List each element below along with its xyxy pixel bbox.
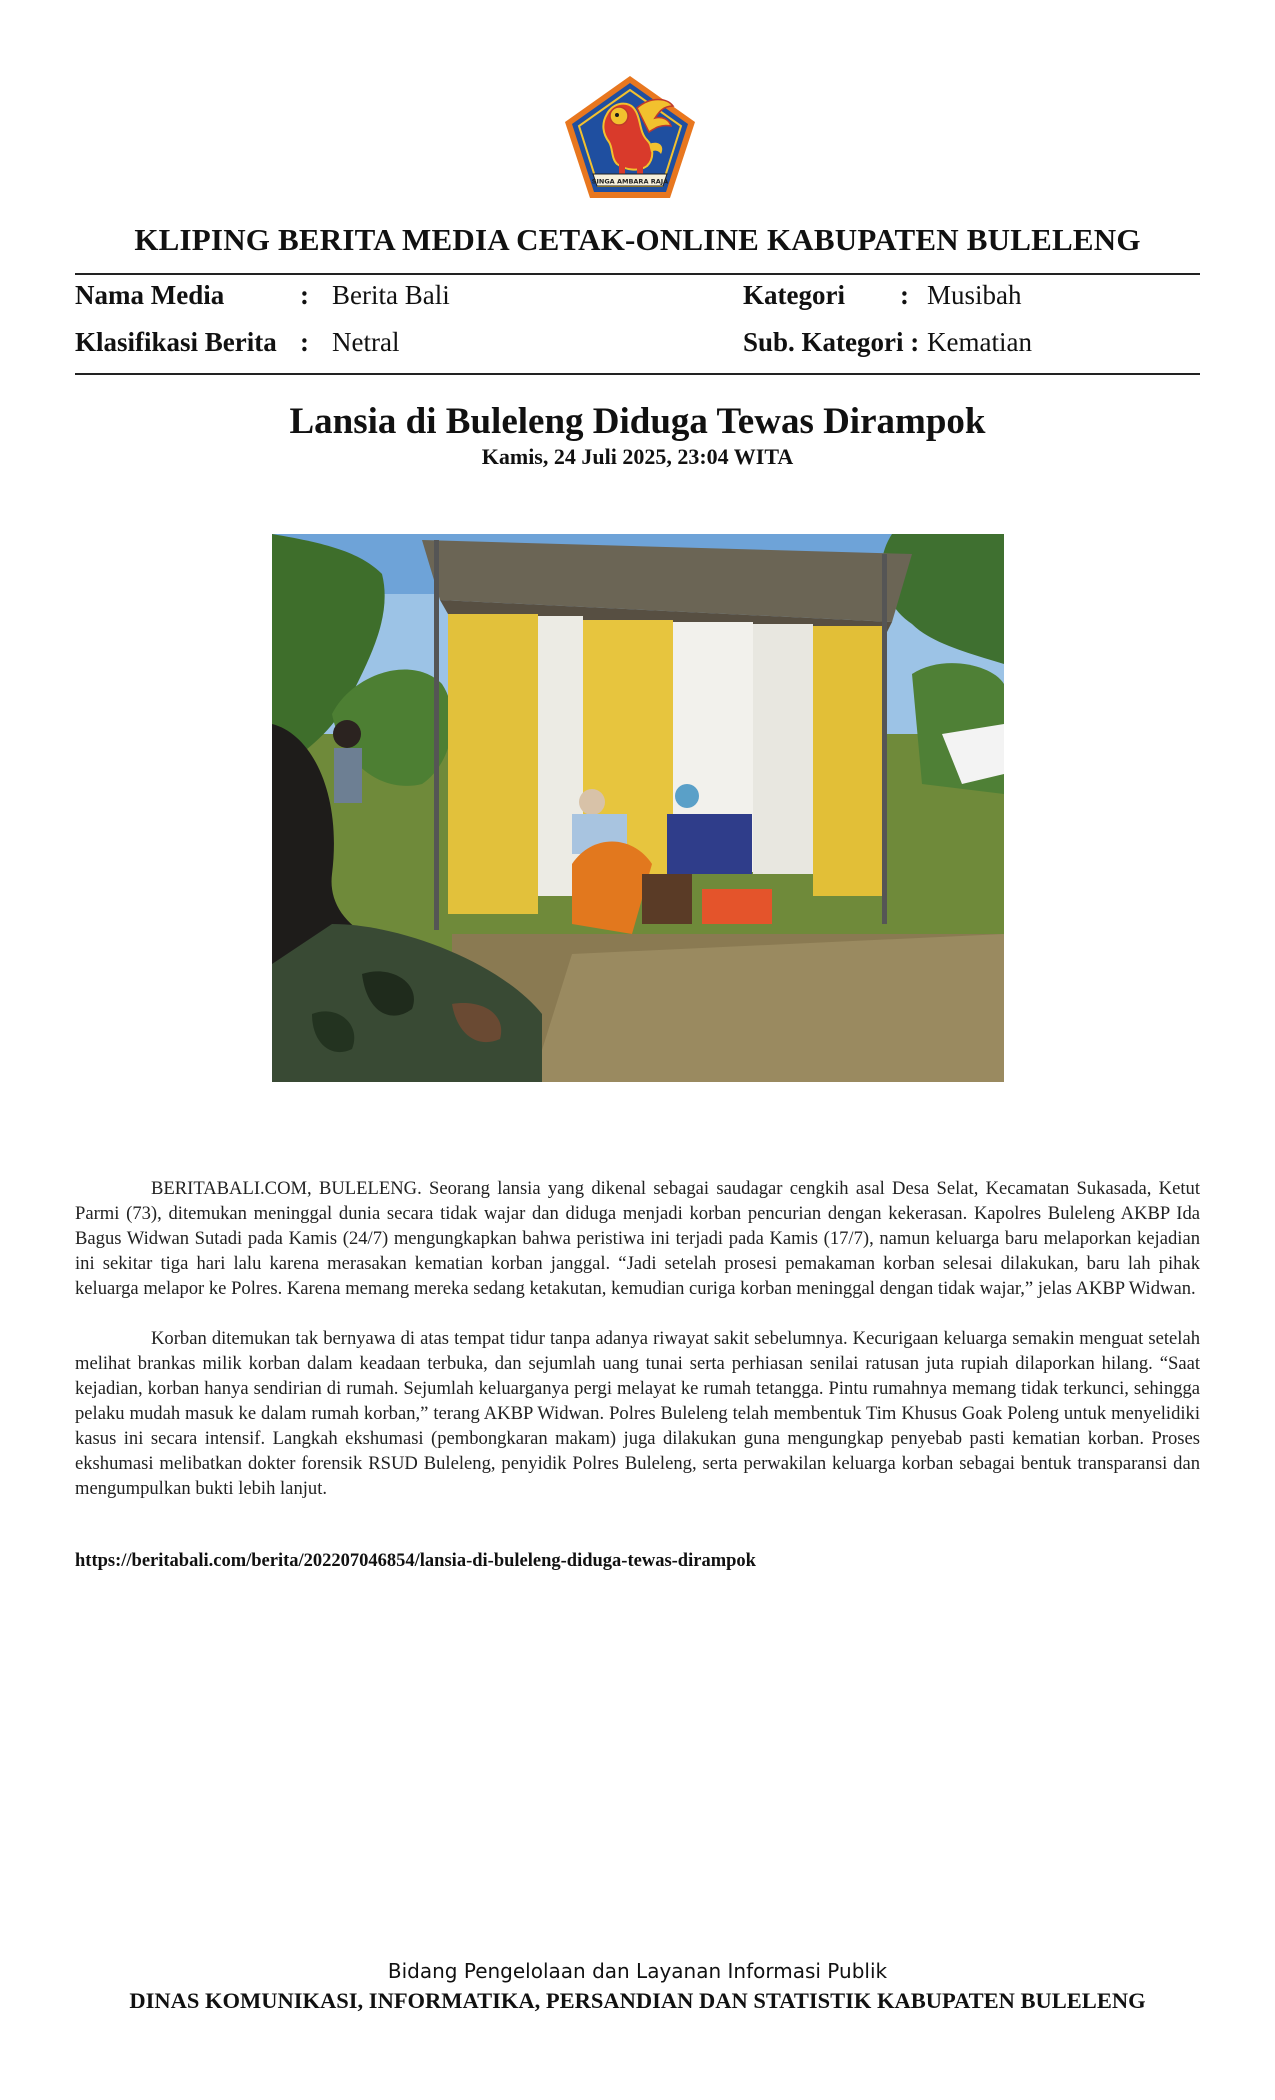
footer-division: Bidang Pengelolaan dan Layanan Informasi Publik <box>387 1959 888 1983</box>
article-date: Kamis, 24 Juli 2025, 23:04 WITA <box>481 444 794 469</box>
buleleng-crest-logo-icon <box>563 74 697 201</box>
article-paragraph-1: BERITABALI.COM, BULELENG. Seorang lansia yang dikenal sebagai saudagar cengkih asal Desa Selat, Kecamatan Sukasada, Ketut Parmi (73), ditemukan meninggal dunia secara tidak wajar dan diduga menjadi korban pencurian dengan kekerasan. Kapolres Buleleng AKBP Ida Bagus Widwan Sutadi pada Kamis (24/7) mengungkapkan bahwa peristiwa ini terjadi pada Kamis (17/7), namun keluarga baru melaporkan kejadian ini sekitar tiga hari lalu karena merasakan kematian korban janggal. “Jadi setelah prosesi pemakaman korban selesai dilakukan, baru lah pihak keluarga melapor ke Polres. Karena memang mereka sedang ketakutan, kemudian curiga korban meninggal dengan tidak wajar,” jelas AKBP Widwan. <box>75 1178 1200 1299</box>
header-divider-bottom <box>75 373 1200 375</box>
article-photo <box>272 534 1004 1082</box>
media-label: Nama Media <box>75 280 225 310</box>
kategori-value: Musibah <box>927 280 1022 310</box>
header-divider-top <box>75 273 1200 275</box>
klasifikasi-value: Netral <box>332 327 400 357</box>
sub-kategori-value: Kematian <box>927 327 1032 357</box>
kategori-label: Kategori <box>743 280 845 310</box>
footer-agency: DINAS KOMUNIKASI, INFORMATIKA, PERSANDIAN DAN STATISTIK KABUPATEN BULELENG <box>129 1988 1146 2013</box>
media-value: Berita Bali <box>332 280 450 310</box>
kategori-colon: : <box>900 280 909 310</box>
meta-row-2 <box>75 327 1200 367</box>
logo-motto: SINGA AMBARA RAJA <box>591 177 669 186</box>
source-url-link[interactable]: https://beritabali.com/berita/202207046854/lansia-di-buleleng-diduga-tewas-dirampok <box>75 1551 756 1571</box>
sub-kategori-label: Sub. Kategori : <box>743 327 920 357</box>
media-colon: : <box>300 280 309 310</box>
klasifikasi-colon: : <box>300 327 309 357</box>
article-title: Lansia di Buleleng Diduga Tewas Dirampok <box>289 401 986 442</box>
meta-row-1 <box>75 280 1200 320</box>
klasifikasi-label: Klasifikasi Berita <box>75 327 277 357</box>
article-paragraph-2: Korban ditemukan tak bernyawa di atas tempat tidur tanpa adanya riwayat sakit sebelumnya. Kecurigaan keluarga semakin menguat setelah melihat brankas milik korban dalam keadaan terbuka, dan sejumlah uang tunai serta perhiasan senilai ratusan juta rupiah dilaporkan hilang. “Saat kejadian, korban hanya sendirian di rumah. Sejumlah keluarganya pergi melayat ke rumah tetangga. Pintu rumahnya memang tidak terkunci, sehingga pelaku mudah masuk ke dalam rumah korban,” terang AKBP Widwan. Polres Buleleng telah membentuk Tim Khusus Goak Poleng untuk menyelidiki kasus ini secara intensif. Langkah ekshumasi (pembongkaran makam) juga dilakukan guna mengungkap penyebab pasti kematian korban. Proses ekshumasi melibatkan dokter forensik RSUD Buleleng, penyidik Polres Buleleng, serta perwakilan keluarga korban sebagai bentuk transparansi dan mengumpulkan bukti lebih lanjut. <box>75 1328 1200 1499</box>
document-title: KLIPING BERITA MEDIA CETAK-ONLINE KABUPATEN BULELENG <box>134 222 1141 257</box>
article-body <box>75 1176 1200 1526</box>
